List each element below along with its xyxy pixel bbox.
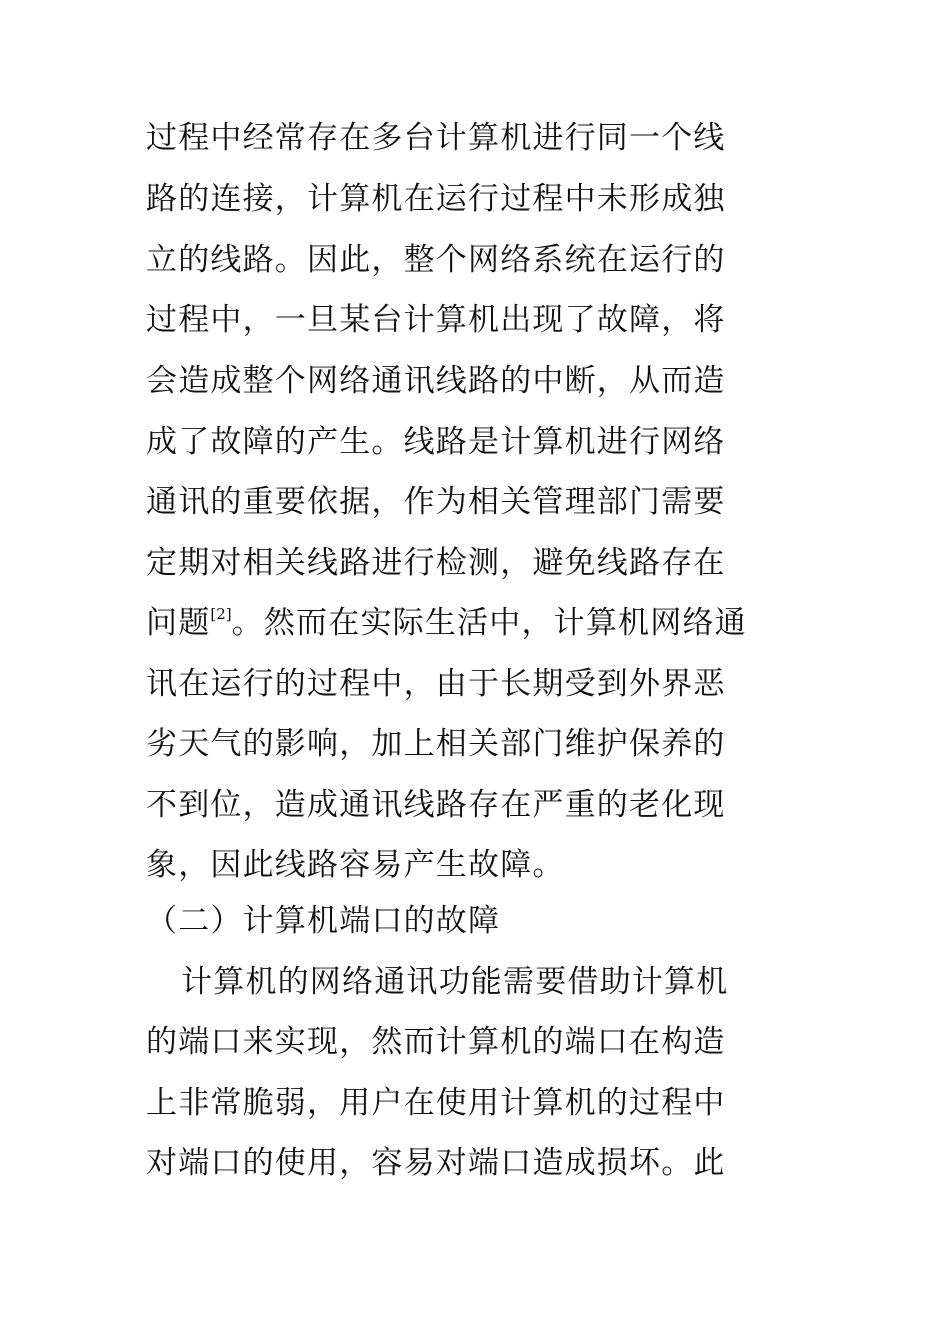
text-line: 讯在运行的过程中，由于长期受到外界恶 [146,666,726,702]
text-line: 会造成整个网络通讯线路的中断，从而造 [146,363,726,399]
text-segment: 。然而在实际生活中，计算机网络通 [231,605,747,641]
text-line: 通讯的重要依据，作为相关管理部门需要 [146,484,726,520]
text-line: 象，因此线路容易产生故障。 [146,847,565,883]
text-line: 路的连接，计算机在运行过程中未形成独 [146,181,726,217]
text-segment: 问题 [146,605,211,641]
text-line: 成了故障的产生。线路是计算机进行网络 [146,424,726,460]
text-line: 计算机的网络通讯功能需要借助计算机 [181,964,729,1000]
text-line: 不到位，造成通讯线路存在严重的老化现 [146,787,726,823]
text-line: 劣天气的影响，加上相关部门维护保养的 [146,726,726,762]
text-line: 立的线路。因此，整个网络系统在运行的 [146,242,726,278]
citation-marker: [2] [210,605,232,623]
text-line: 过程中，一旦某台计算机出现了故障，将 [146,302,726,338]
text-line: 定期对相关线路进行检测，避免线路存在 [146,545,726,581]
section-heading: （二）计算机端口的故障 [146,903,501,939]
text-line-with-citation [146,601,747,645]
text-line: 对端口的使用，容易对端口造成损坏。此 [146,1145,726,1181]
text-line: 的端口来实现，然而计算机的端口在构造 [146,1024,726,1060]
text-line: 上非常脆弱，用户在使用计算机的过程中 [146,1085,726,1121]
text-line: 过程中经常存在多台计算机进行同一个线 [146,120,726,156]
